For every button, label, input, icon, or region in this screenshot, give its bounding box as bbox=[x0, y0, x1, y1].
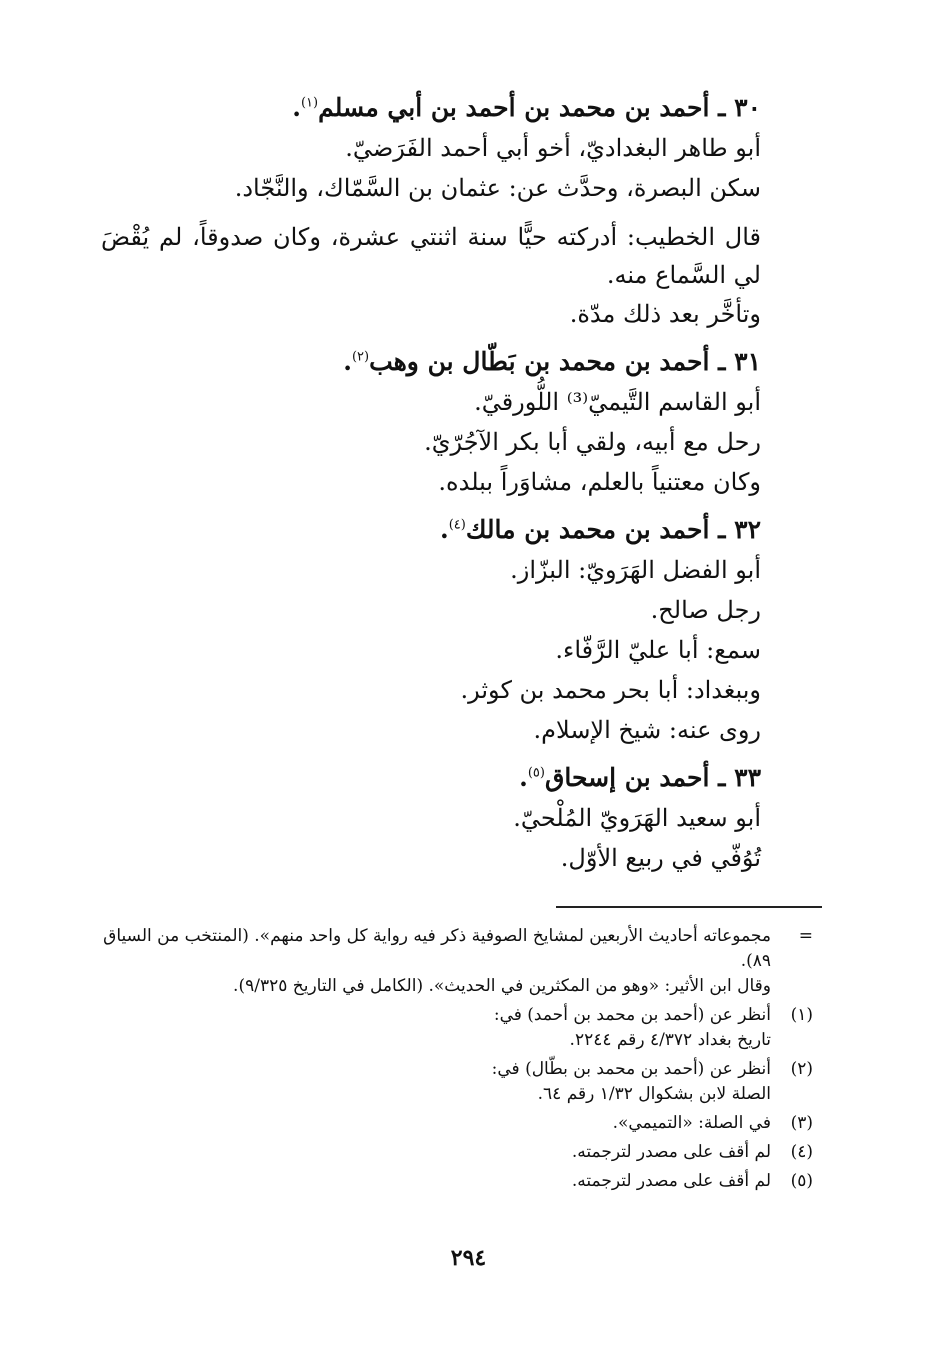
footnotes bbox=[101, 924, 819, 1198]
page-number: ٢٩٤ bbox=[450, 1245, 487, 1271]
entry-title: ٣١ ـ أحمد بن محمد بن بَطّال بن وهب$^{(٢)}$. bbox=[343, 347, 761, 376]
footnote-5 bbox=[101, 1169, 819, 1194]
footnote-line: الصلة لابن بشكوال ١/٣٢ رقم ٦٤. bbox=[537, 1084, 771, 1104]
footnote-marker: (١) bbox=[790, 1005, 813, 1025]
footnote-marker: (٣) bbox=[790, 1113, 813, 1133]
entry-paragraph: قال الخطيب: أدركته حيًّا سنة اثنتي عشرة، وكان صدوقاً، لم يُقْضَ لي السَّماع منه. bbox=[101, 223, 761, 289]
entry-line: رحل مع أبيه، ولقي أبا بكر الآجُرّيّ. bbox=[424, 428, 761, 456]
footnote-ref[interactable]: (٢) bbox=[351, 349, 370, 365]
entry-line: سكن البصرة، وحدَّث عن: عثمان بن السَّمّاك، والنَّجّاد. bbox=[234, 174, 761, 202]
footnote-text bbox=[101, 1057, 771, 1107]
entry-30 bbox=[101, 88, 761, 334]
entry-line: سمع: أبا عليّ الرَّفّاء. bbox=[555, 636, 761, 664]
entry-title-text: ٣١ ـ أحمد بن محمد بن بَطّال بن وهب bbox=[369, 347, 761, 376]
entry-line: أبو الفضل الهَرَويّ: البزّاز. bbox=[510, 556, 761, 584]
footnote-line: مجموعاته أحاديث الأربعين لمشايخ الصوفية ذكر فيه رواية كل واحد منهم». (المنتخب من السياق ٨٩). bbox=[103, 926, 771, 971]
footnote-line: لم أقف على مصدر لترجمته. bbox=[571, 1142, 771, 1162]
entry-title: ٣٣ ـ أحمد بن إسحاق$^{(٥)}$. bbox=[519, 763, 761, 792]
footnote-marker: (٢) bbox=[790, 1059, 813, 1079]
entry-line: أبو القاسم التَّيميّ⁽³⁾ اللُّورقيّ. bbox=[474, 388, 761, 416]
footnote-line: تاريخ بغداد ٤/٣٧٢ رقم ٢٢٤٤. bbox=[569, 1030, 771, 1050]
footnote-ref[interactable]: (٥) bbox=[527, 765, 545, 781]
footnote-marker: = bbox=[798, 926, 813, 946]
footnote-ref[interactable]: (٤) bbox=[448, 517, 466, 533]
biography-entries bbox=[101, 88, 761, 886]
footnote-continuation bbox=[101, 924, 819, 999]
footnote-marker: (٤) bbox=[790, 1142, 813, 1162]
footnote-line: وقال ابن الأثير: «وهو من المكثرين في الحديث». (الكامل في التاريخ ٩/٣٢٥). bbox=[233, 976, 771, 996]
footnote-2 bbox=[101, 1057, 819, 1107]
footnote-line: في الصلة: «التميمي». bbox=[612, 1113, 771, 1133]
entry-31 bbox=[101, 342, 761, 502]
footnote-text bbox=[101, 1169, 771, 1194]
entry-title-text: ٣٢ ـ أحمد بن محمد بن مالك bbox=[465, 515, 761, 544]
entry-33 bbox=[101, 758, 761, 878]
footnote-line: لم أقف على مصدر لترجمته. bbox=[571, 1171, 771, 1191]
entry-title: ٣٢ ـ أحمد بن محمد بن مالك$^{(٤)}$. bbox=[439, 515, 761, 544]
entry-32 bbox=[101, 510, 761, 750]
footnote-3 bbox=[101, 1111, 819, 1136]
footnote-ref[interactable]: (١) bbox=[300, 95, 319, 111]
entry-line: وكان معتنياً بالعلم، مشاوَراً ببلده. bbox=[438, 468, 761, 496]
footnote-text bbox=[101, 1140, 771, 1165]
entry-line: وتأخَّر بعد ذلك مدّة. bbox=[569, 300, 761, 328]
footnote-text bbox=[101, 1003, 771, 1053]
entry-line: وببغداد: أبا بحر محمد بن كوثر. bbox=[460, 676, 761, 704]
footnote-text bbox=[101, 1111, 771, 1136]
footnote-text bbox=[101, 924, 771, 999]
footnote-marker: (٥) bbox=[790, 1171, 813, 1191]
footnote-divider bbox=[556, 906, 822, 908]
entry-title-text: ٣٣ ـ أحمد بن إسحاق bbox=[544, 763, 761, 792]
entry-line: تُوُفّي في ربيع الأوّل. bbox=[560, 844, 761, 872]
footnote-line: أنظر عن (أحمد بن محمد بن أحمد) في: bbox=[493, 1005, 771, 1025]
entry-line: روى عنه: شيخ الإسلام. bbox=[533, 716, 761, 744]
footnote-1 bbox=[101, 1003, 819, 1053]
entry-title-text: ٣٠ ـ أحمد بن محمد بن أحمد بن أبي مسلم bbox=[318, 93, 761, 122]
entry-title: ٣٠ ـ أحمد بن محمد بن أحمد بن أبي مسلم$^{(١)}$. bbox=[292, 93, 761, 122]
entry-line: أبو سعيد الهَرَويّ المُلْحيّ. bbox=[513, 804, 761, 832]
entry-line: رجل صالح. bbox=[650, 596, 761, 624]
entry-line: أبو طاهر البغداديّ، أخو أبي أحمد الفَرَضيّ. bbox=[345, 134, 761, 162]
footnote-4 bbox=[101, 1140, 819, 1165]
footnote-line: أنظر عن (أحمد بن محمد بن بطّال) في: bbox=[491, 1059, 771, 1079]
